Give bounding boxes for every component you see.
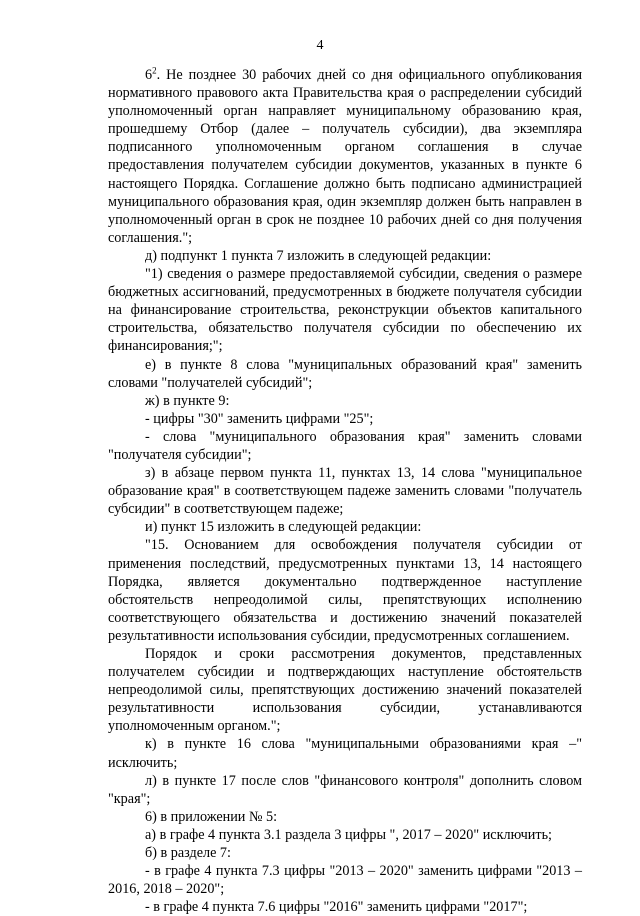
paragraph: л) в пункте 17 после слов "финансового контроля" дополнить словом "края"; [108, 772, 582, 807]
paragraph: б) в разделе 7: [145, 845, 231, 862]
paragraph-text: . Не позднее 30 рабочих дней со дня официального опубликования нормативного правового акта Правительства края о распределении субсидий уполномоченный орган направляет муниципальному образованию края, прошедшему Отбор (далее – получатель субсидии), два экземпляра подписанного уполномоченным органом соглашения в случае предоставления получателем субсидии документов, указанных в пункте 6 настоящего Порядка. Соглашение должно быть подписано администрацией муниципального образования края, один экземпляр должен быть направлен в уполномоченный орган в срок не позднее 10 рабочих дней со дня получения соглашения."; [108, 67, 582, 246]
paragraph: к) в пункте 16 слова "муниципальными образованиями края –" исключить; [108, 736, 582, 771]
paragraph: - слова "муниципального образования края" заменить словами "получателя субсидии"; [108, 428, 582, 463]
paragraph: - в графе 4 пункта 7.3 цифры "2013 – 2020" заменить цифрами "2013 – 2016, 2018 – 2020"; [108, 863, 582, 898]
paragraph: - в графе 4 пункта 7.6 цифры "2016" заменить цифрами "2017"; [145, 899, 528, 916]
paragraph: ж) в пункте 9: [145, 392, 230, 409]
paragraph-6-2 [108, 66, 582, 247]
paragraph: - цифры "30" заменить цифрами "25"; [145, 410, 374, 427]
page-number: 4 [316, 38, 324, 53]
paragraph: и) пункт 15 изложить в следующей редакции: [145, 519, 422, 536]
paragraph: Порядок и сроки рассмотрения документов, представленных получателем субсидии и подтверждающих наступление обстоятельств непреодолимой силы, препятствующих достижению значений показателей результативности использования субсидии, устанавливаются уполномоченным органом."; [108, 646, 582, 735]
paragraph: "1) сведения о размере предоставляемой субсидии, сведения о размере бюджетных ассигнований, предусмотренных в бюджете получателя субсидии на финансирование строительства, реконструкции объектов капитального строительства, обязательство получателя субсидии по обеспечению их финансирования;"; [108, 266, 582, 355]
paragraph: з) в абзаце первом пункта 11, пунктах 13, 14 слова "муниципальное образование края" в соответствующем падеже заменить словами "получатель субсидии" в соответствующем падеже; [108, 465, 582, 518]
item-number-superscript: 2 [152, 65, 157, 76]
paragraph: "15. Основанием для освобождения получателя субсидии от применения последствий, предусмотренных пунктами 13, 14 настоящего Порядка, является документально подтвержденное наступление обстоятельств непреодолимой силы, препятствующих исполнению соответствующего обязательства и достижению значений показателей результативности использования субсидии, предусмотренных соглашением. [108, 537, 582, 644]
paragraph: 6) в приложении № 5: [145, 808, 278, 825]
document-body [108, 66, 582, 916]
item-number: 6 [145, 67, 153, 83]
paragraph: д) подпункт 1 пункта 7 изложить в следующей редакции: [145, 247, 492, 264]
paragraph: а) в графе 4 пункта 3.1 раздела 3 цифры ", 2017 – 2020" исключить; [145, 826, 552, 843]
paragraph: е) в пункте 8 слова "муниципальных образований края" заменить словами "получателей субсидий"; [108, 356, 582, 391]
